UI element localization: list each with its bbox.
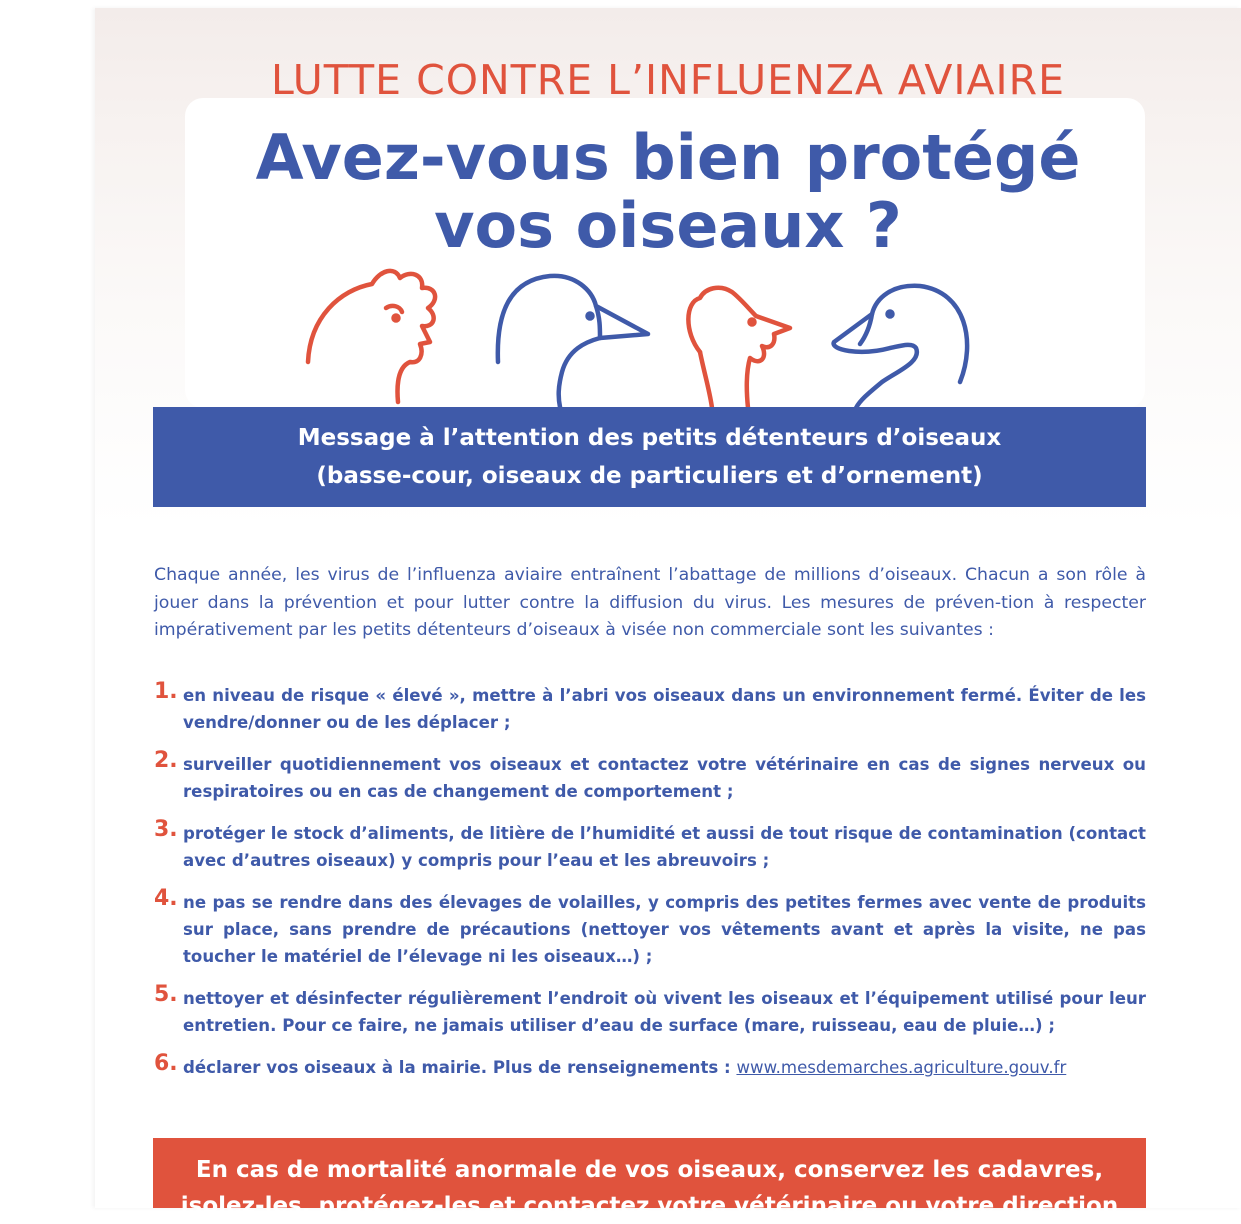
list-item-text: en niveau de risque « élevé », mettre à l’abri vos oiseaux dans un environnement fermé. Éviter de les vendre/donner ou de les déplacer ; (183, 686, 1146, 732)
list-item-number: 5. (154, 982, 178, 1007)
list-item-number: 2. (154, 748, 178, 773)
goose-icon (498, 276, 648, 407)
alert-line1: En cas de mortalité anormale de vos oiseaux, conservez les cadavres, (195, 1157, 1104, 1183)
list-item-text-main: déclarer vos oiseaux à la mairie. Plus de renseignements : (183, 1058, 737, 1077)
duck-icon (834, 286, 967, 408)
poster-title-line1: Avez-vous bien protégé (255, 121, 1081, 194)
poster-title (95, 121, 1241, 262)
list-item-number: 1. (154, 679, 178, 704)
list-item-number: 4. (154, 886, 178, 911)
banner-line1: Message à l’attention des petits détenteurs d’oiseaux (297, 425, 1002, 451)
list-item-text: ne pas se rendre dans des élevages de volailles, y compris des petites fermes avec vente de produits sur place, sans prendre de précautions (nettoyer vos vêtements avant et après la visite, ne pas toucher le matériel de l’élevage ni les oiseaux…) ; (183, 893, 1146, 966)
alert-line2: isolez-les, protégez-les et contactez votre vétérinaire ou votre direction (180, 1193, 1119, 1219)
mesdemarches-link[interactable]: www.mesdemarches.agriculture.gouv.fr (736, 1058, 1067, 1077)
birds-illustration (300, 262, 990, 410)
poster-title-line2: vos oiseaux ? (434, 189, 902, 262)
intro-paragraph (154, 562, 1146, 645)
list-item-number: 6. (154, 1051, 178, 1076)
list-item-text: nettoyer et désinfecter régulièrement l’endroit où vivent les oiseaux et l’équipement utilisé pour leur entretien. Pour ce faire, ne jamais utiliser d’eau de surface (mare, ruisseau, eau de pluie…) ; (183, 989, 1146, 1035)
list-item-text: protéger le stock d’aliments, de litière de l’humidité et aussi de tout risque de contamination (contact avec d’autres oiseaux) y compris pour l’eau et les abreuvoirs ; (183, 824, 1146, 870)
rooster-icon (308, 271, 435, 402)
banner-line2: (basse-cour, oiseaux de particuliers et d’ornement) (316, 463, 983, 489)
list-item-text (183, 1054, 1146, 1081)
intro-text: Chaque année, les virus de l’influenza aviaire entraînent l’abattage de millions d’oiseaux. Chacun a son rôle à jouer dans la prévention et pour lutter contre la diffusion du virus. Les mesures de préven-tion à respecter impérativement par les petits détenteurs d’oiseaux à visée non commerciale sont les suivantes : (154, 565, 1146, 640)
list-item-number: 3. (154, 817, 178, 842)
audience-banner (153, 407, 1146, 507)
list-item-text: surveiller quotidiennement vos oiseaux et contactez votre vétérinaire en cas de signes nerveux ou respiratoires ou en cas de changement de comportement ; (183, 755, 1146, 801)
poster-kicker: LUTTE CONTRE L’INFLUENZA AVIAIRE (270, 56, 1066, 104)
turkey-icon (688, 288, 790, 408)
alert-banner (153, 1138, 1146, 1219)
